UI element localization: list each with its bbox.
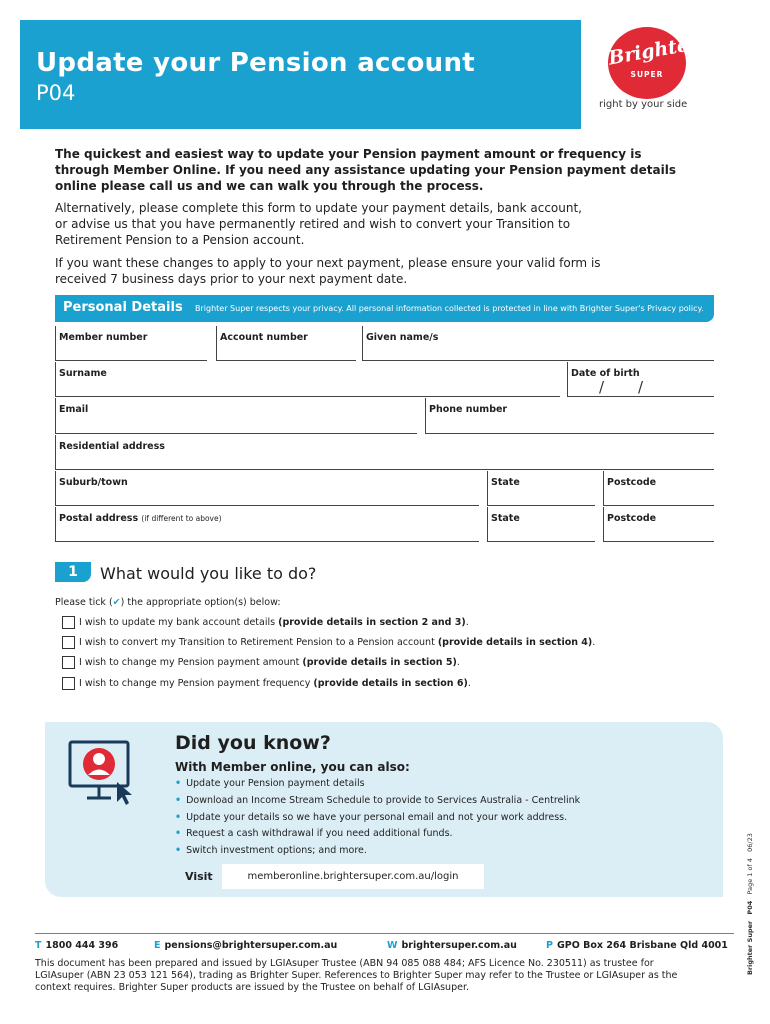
section-number-badge: 1 [55,562,91,582]
postal-address-label: Postal address [59,513,139,524]
field-label: Member number [59,332,148,343]
intro-line: Retirement Pension to a Pension account. [55,233,305,247]
field-label: State [491,513,520,524]
list-item-text: Request a cash withdrawal if you need additional funds. [186,828,453,839]
list-item [175,795,580,806]
list-item-text: Update your details so we have your personal email and not your work address. [186,812,568,823]
residential-address-field[interactable] [55,435,714,470]
given-names-field[interactable] [362,326,714,361]
list-item [175,778,365,789]
computer-user-icon [67,734,135,814]
intro-line: If you want these changes to apply to your next payment, please ensure your valid form is [55,256,601,270]
did-you-know-subtitle: With Member online, you can also: [175,760,410,774]
intro-line: or advise us that you have permanently retired and wish to convert your Transition to [55,217,571,231]
email-value[interactable]: pensions@brightersuper.com.au [164,940,338,951]
postal-address-note: (if different to above) [141,514,222,523]
option-label [79,617,469,628]
list-item [175,845,367,856]
bullet-icon: • [175,795,182,806]
intro-line: The quickest and easiest way to update your Pension payment amount or frequency is [55,147,642,161]
postal-postcode-field[interactable] [603,507,714,542]
bullet-icon: • [175,812,182,823]
checkbox[interactable] [62,616,75,629]
side-code: P04 [746,900,754,915]
field-label: Postcode [607,477,657,488]
page-side-note [746,833,754,975]
personal-details-header [55,295,714,322]
surname-field[interactable] [55,362,560,397]
state-field[interactable] [487,471,595,506]
did-you-know-title: Did you know? [175,732,331,754]
tick-instruction [55,597,281,608]
section-title: What would you like to do? [100,564,317,583]
postal-state-field[interactable] [487,507,595,542]
option-detail: (provide details in section 5) [302,657,457,668]
member-number-field[interactable] [55,326,207,361]
disclaimer-line: context requires. Brighter Super products are issued by the Trustee on behalf of LGIAsuper. [35,982,469,993]
list-item-text: Update your Pension payment details [186,778,365,789]
footer-divider [35,933,734,934]
personal-details-title: Personal Details [63,300,183,315]
privacy-note: Brighter Super respects your privacy. All personal information collected is protected in line with Brighter Super's Privacy policy. [195,304,704,313]
account-number-field[interactable] [216,326,356,361]
did-you-know-panel [45,722,723,897]
member-online-link[interactable]: memberonline.brightersuper.com.au/login [222,864,484,889]
list-item [175,812,567,823]
tick-instruction-pre: Please tick ( [55,597,113,608]
phone-value[interactable]: 1800 444 396 [45,940,119,951]
option-text: I wish to convert my Transition to Retirement Pension to a Pension account [79,637,438,648]
post-key: P [546,940,553,951]
list-item [175,828,453,839]
side-date: 06/23 [746,833,754,852]
post-value: GPO Box 264 Brisbane Qld 4001 [556,940,728,951]
option-detail: (provide details in section 2 and 3) [278,617,466,628]
option-text: I wish to update my bank account details [79,617,279,628]
list-item-text: Switch investment options; and more. [186,845,367,856]
field-label [59,513,222,524]
tick-instruction-post: ) the appropriate option(s) below: [120,597,281,608]
postcode-field[interactable] [603,471,714,506]
field-label: Account number [220,332,308,343]
brighter-super-logo [606,27,701,99]
date-separator: / [638,378,644,396]
intro-bold-paragraph [55,146,715,194]
bullet-icon: • [175,778,182,789]
side-brand: Brighter Super [746,920,754,975]
checkmark-icon: ✔ [112,597,121,608]
web-key: W [387,940,398,951]
option-detail: (provide details in section 6) [313,678,468,689]
option-end: . [456,657,460,668]
date-separator: / [599,378,605,396]
intro-line: through Member Online. If you need any assistance updating your Pension payment details [55,163,676,177]
web-value[interactable]: brightersuper.com.au [401,940,517,951]
intro-line: Alternatively, please complete this form to update your payment details, bank account, [55,201,582,215]
field-label: Email [59,404,89,415]
intro-line: received 7 business days prior to your next payment date. [55,272,408,286]
suburb-field[interactable] [55,471,479,506]
option-end: . [467,678,471,689]
phone-number-field[interactable] [425,398,714,434]
checkbox[interactable] [62,656,75,669]
disclaimer-line: LGIAsuper (ABN 23 053 121 564), trading as Brighter Super. References to Brighter Super may refer to the Trustee or LGIAsuper as the [35,970,678,981]
checkbox[interactable] [62,677,75,690]
option-label [79,657,460,668]
field-label: Given name/s [366,332,439,343]
option-text: I wish to change my Pension payment frequency [79,678,314,689]
checkbox[interactable] [62,636,75,649]
footer-phone [35,940,118,951]
footer-post [546,940,728,951]
field-label: Suburb/town [59,477,128,488]
email-key: E [154,940,161,951]
field-label: Date of birth [571,368,640,379]
tagline: right by your side [599,99,688,110]
footer-email [154,940,337,951]
email-field[interactable] [55,398,417,434]
disclaimer-line: This document has been prepared and issued by LGIAsuper Trustee (ABN 94 085 088 484; AFS Licence No. 230511) as trustee for [35,958,654,969]
field-label: Surname [59,368,107,379]
list-item-text: Download an Income Stream Schedule to provide to Services Australia - Centrelink [186,795,581,806]
option-end: . [465,617,469,628]
intro-paragraph-2 [55,200,715,248]
intro-paragraph-3 [55,255,715,287]
bullet-icon: • [175,828,182,839]
option-end: . [592,637,596,648]
field-label: Postcode [607,513,657,524]
option-detail: (provide details in section 4) [437,637,593,648]
field-label: Residential address [59,441,165,452]
postal-address-field[interactable] [55,507,479,542]
field-label: State [491,477,520,488]
phone-key: T [35,940,42,951]
visit-label: Visit [185,870,213,883]
form-code: P04 [36,81,76,105]
option-text: I wish to change my Pension payment amount [79,657,303,668]
side-page: Page 1 of 4 [746,858,754,895]
bullet-icon: • [175,845,182,856]
option-label [79,678,471,689]
intro-line: online please call us and we can walk you through the process. [55,179,484,193]
logo-wordmark: Brighter [606,32,701,70]
option-label [79,637,595,648]
logo-super-text: SUPER [630,70,664,79]
page-title: Update your Pension account [36,48,475,78]
footer-web [387,940,517,951]
field-label: Phone number [429,404,508,415]
